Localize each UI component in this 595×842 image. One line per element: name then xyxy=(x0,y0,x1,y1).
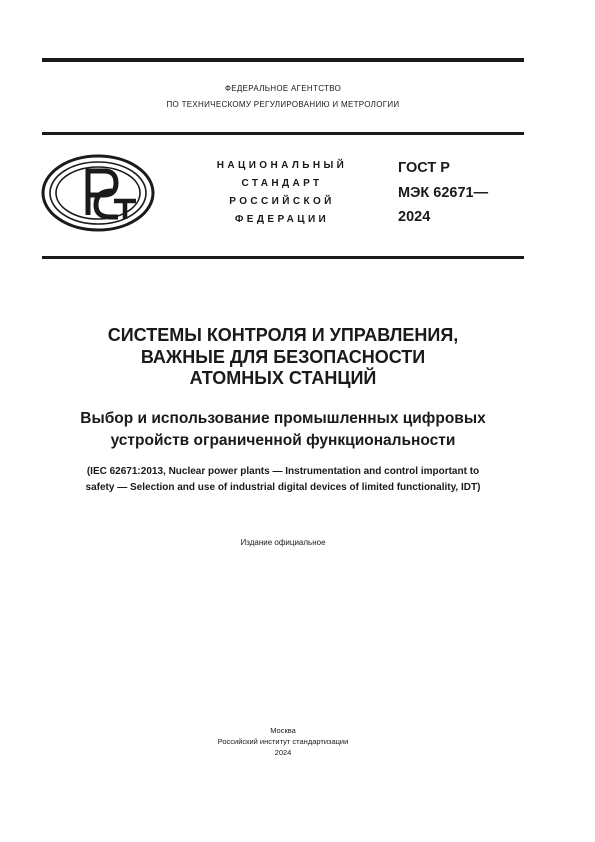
designation-line-3: 2024 xyxy=(398,209,431,225)
reference-line-2: safety — Selection and use of industrial digital devices of limited functionality, IDT) xyxy=(85,482,481,493)
title-line-3: АТОМНЫХ СТАНЦИЙ xyxy=(189,368,377,388)
designation-line-1: ГОСТ Р xyxy=(398,160,450,176)
imprint-year: 2024 xyxy=(274,748,292,757)
document-subtitle xyxy=(42,408,524,451)
imprint-publisher: Российский институт стандартизации xyxy=(217,737,349,746)
national-line-4: ФЕДЕРАЦИИ xyxy=(234,214,330,225)
imprint xyxy=(42,725,524,758)
rst-mark-icon xyxy=(40,153,156,233)
title-line-1: СИСТЕМЫ КОНТРОЛЯ И УПРАВЛЕНИЯ, xyxy=(107,325,459,345)
edition-note: Издание официальное xyxy=(240,538,326,547)
designation-rule xyxy=(42,256,524,259)
agency-name xyxy=(42,84,524,93)
top-rule xyxy=(42,58,524,62)
header-rule xyxy=(42,132,524,135)
original-standard-reference xyxy=(42,464,524,496)
title-line-2: ВАЖНЫЕ ДЛЯ БЕЗОПАСНОСТИ xyxy=(140,346,426,367)
subtitle-line-1: Выбор и использование промышленных цифровых xyxy=(80,410,486,427)
agency-line-1: ФЕДЕРАЛЬНОЕ АГЕНТСТВО xyxy=(224,84,342,93)
standard-designation xyxy=(398,156,488,230)
subtitle-line-2: устройств ограниченной функциональности xyxy=(110,431,456,449)
agency-line-2: ПО ТЕХНИЧЕСКОМУ РЕГУЛИРОВАНИЮ И МЕТРОЛОГИИ xyxy=(166,100,400,109)
designation-line-2: МЭК 62671— xyxy=(398,184,489,201)
national-line-2: СТАНДАРТ xyxy=(241,178,323,189)
reference-line-1: (IEC 62671:2013, Nuclear power plants — Instrumentation and control important to xyxy=(86,466,480,477)
imprint-city: Москва xyxy=(270,726,296,735)
national-standard-block xyxy=(196,157,368,229)
document-title xyxy=(42,325,524,390)
national-line-1: НАЦИОНАЛЬНЫЙ xyxy=(216,160,348,171)
national-line-3: РОССИЙСКОЙ xyxy=(229,196,335,207)
agency-subtitle xyxy=(42,100,524,109)
